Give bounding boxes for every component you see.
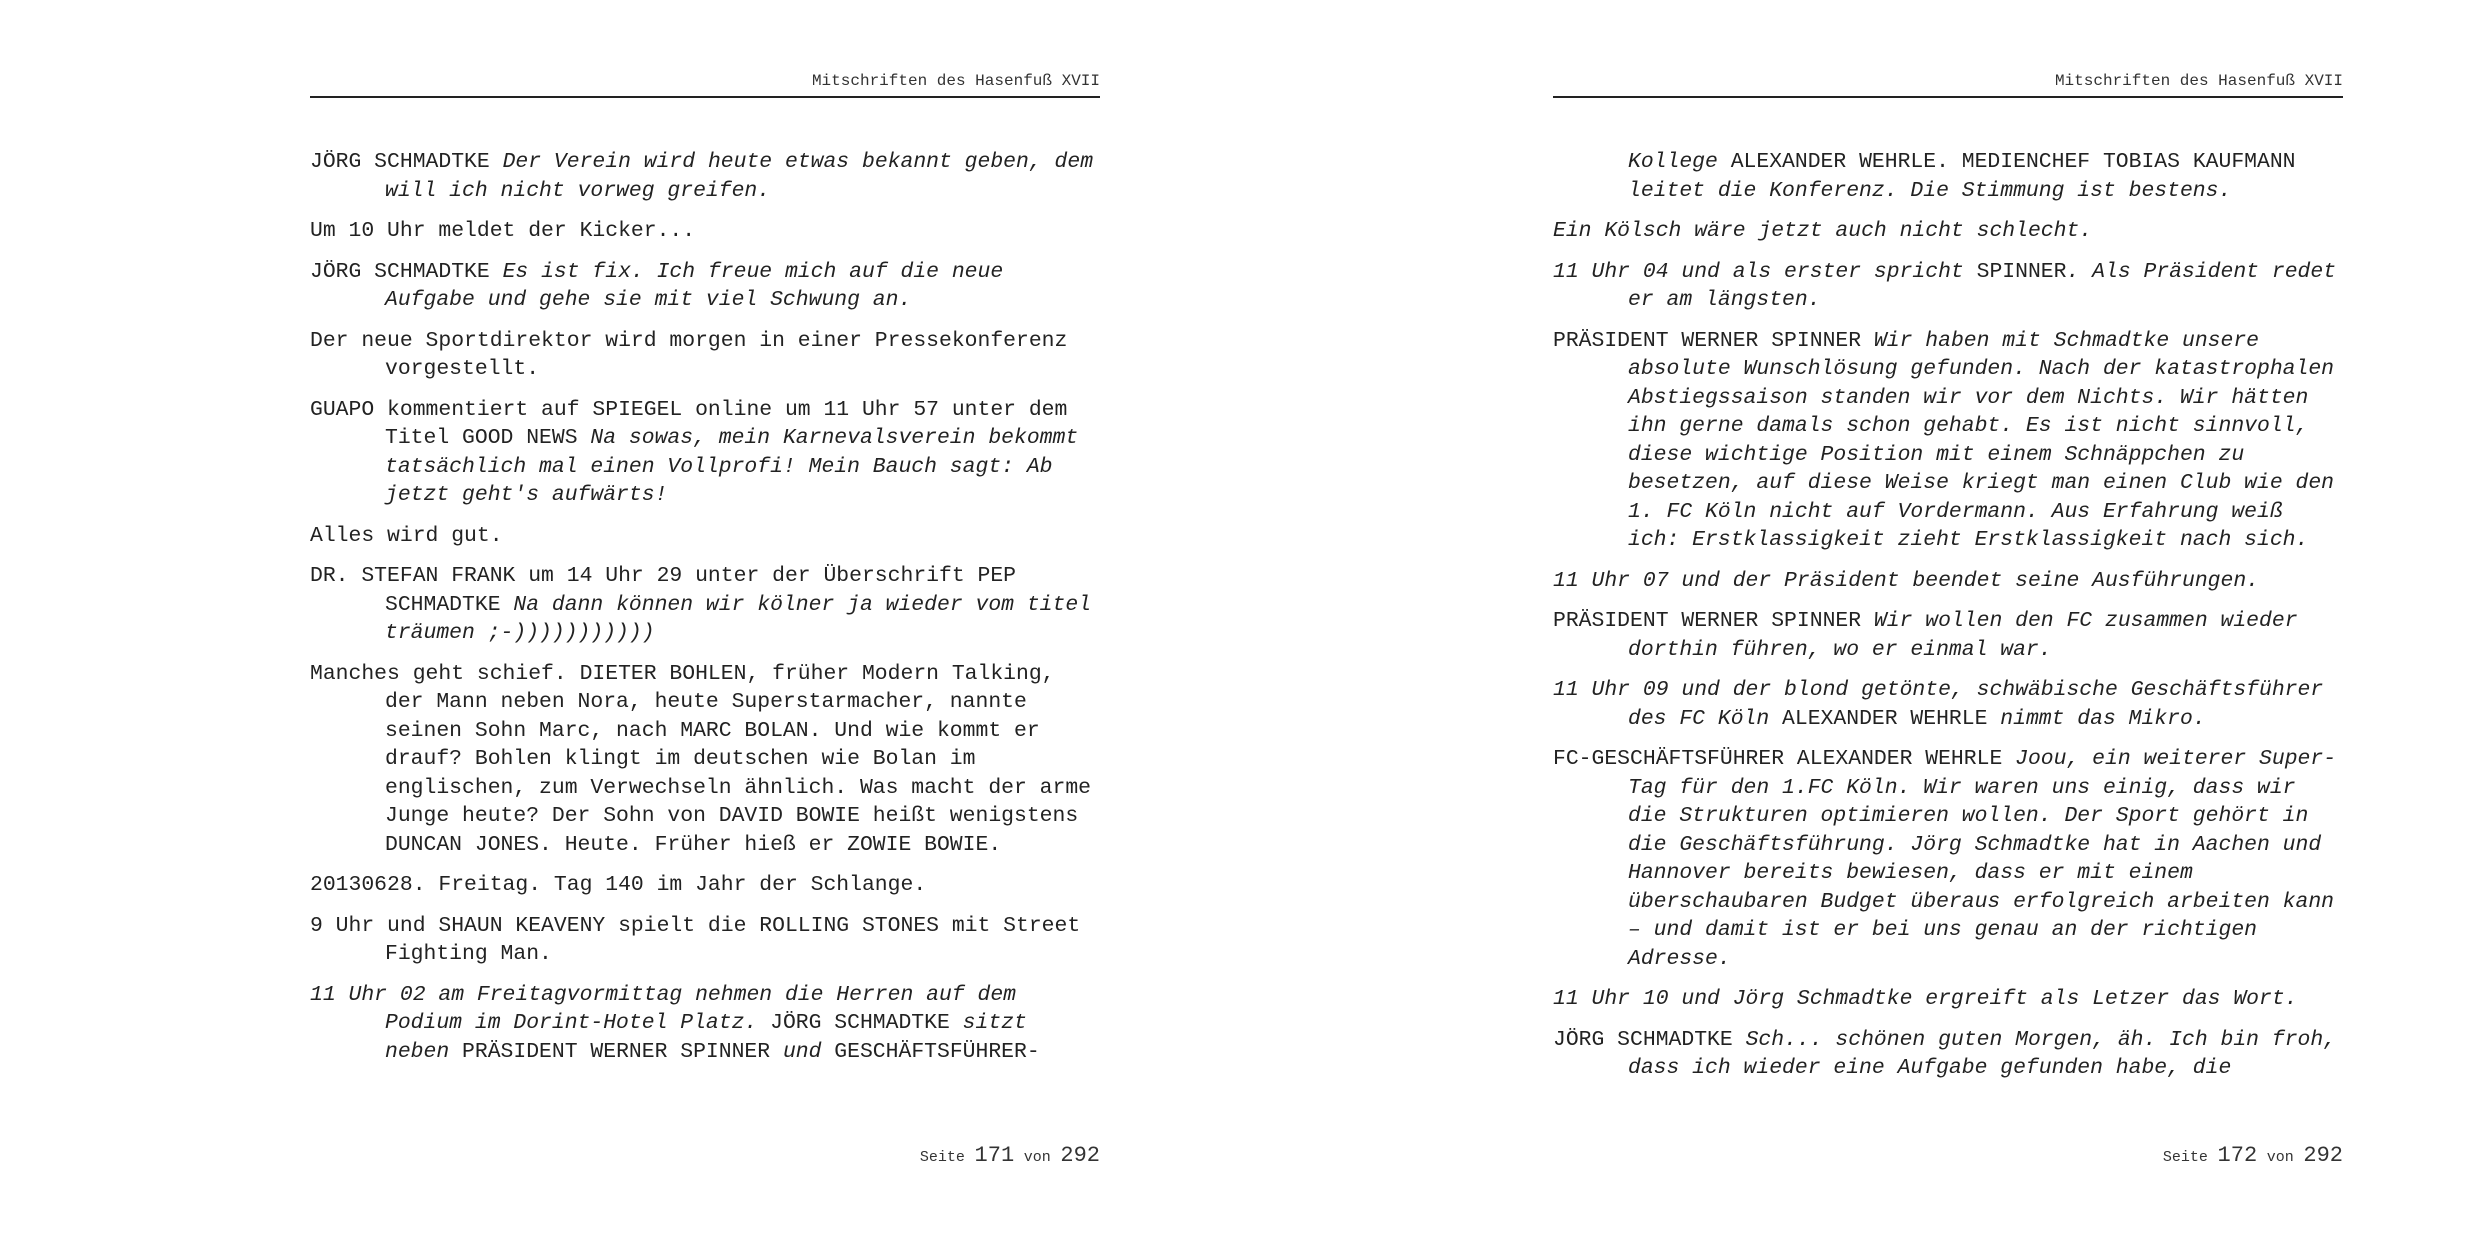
text-segment: Um 10 Uhr meldet der Kicker...: [310, 219, 696, 243]
text-segment: 9 Uhr und SHAUN KEAVENY spielt die ROLLING STONES mit Street Fighting Man.: [310, 913, 1081, 966]
text-segment: Es ist fix. Ich freue mich auf die neue Aufgabe und gehe sie mit viel Schwung an.: [385, 259, 1004, 312]
text-segment: 11 Uhr 09 und der blond getönte, schwäbische Geschäftsführer des FC Köln: [1553, 678, 2324, 731]
text-segment: 11 Uhr 04 und als erster spricht: [1553, 259, 1977, 284]
text-segment: sitzt neben: [385, 1011, 1027, 1064]
running-header: Mitschriften des Hasenfuß XVII: [310, 72, 1100, 98]
paragraph: [310, 981, 1100, 1067]
text-segment: JÖRG SCHMADTKE: [770, 1011, 950, 1035]
paragraph: [310, 660, 1100, 860]
paragraph: [310, 217, 1100, 246]
page-footer: [2163, 1143, 2343, 1168]
text-segment: PRÄSIDENT WERNER SPINNER: [1553, 328, 1874, 353]
footer-von-label: von: [2266, 1149, 2294, 1166]
paragraph: [1553, 745, 2343, 973]
footer-page-number: 172: [2217, 1143, 2258, 1168]
text-segment: leitet die Konferenz. Die Stimmung ist bestens.: [1628, 178, 2232, 203]
text-segment: FC-GESCHÄFTSFÜHRER ALEXANDER WEHRLE: [1553, 747, 2016, 771]
text-segment: PRÄSIDENT WERNER SPINNER: [1553, 609, 1874, 633]
paragraph: [1553, 567, 2343, 596]
text-segment: 20130628. Freitag. Tag 140 im Jahr der Schlange.: [310, 873, 927, 897]
paragraph: [1553, 258, 2343, 315]
text-segment: Wir haben mit Schmadtke unsere absolute Wunschlösung gefunden. Nach der katastrophalen Abstiegssaison standen wir vor dem Nichts. Wir hätten ihn gerne damals schon gehabt. Es ist nicht sinnvoll, diese wichtige Position mit einem Schnäppchen zu besetzen, auf diese Weise kriegt man einen Club wie den 1. FC Köln nicht auf Vordermann. Aus Erfahrung weiß ich: Erstklassigkeit zieht Erstklassigkeit nach sich.: [1628, 328, 2335, 552]
text-segment: Na dann können wir kölner ja wieder vom titel träumen ;-))))))))))): [385, 592, 1092, 645]
text-segment: ALEXANDER WEHRLE: [1782, 706, 1988, 731]
text-segment: Sch... schönen guten Morgen, äh. Ich bin froh, dass ich wieder eine Aufgabe gefunden habe, die: [1628, 1027, 2337, 1080]
footer-page-number: 171: [974, 1143, 1015, 1168]
paragraph: [310, 912, 1100, 969]
text-segment: 11 Uhr 07 und der Präsident beendet seine Ausführungen.: [1553, 568, 2260, 593]
book-page-left: [310, 0, 1100, 1240]
text-segment: DR. STEFAN FRANK um 14 Uhr 29 unter der Überschrift PEP SCHMADTKE: [310, 564, 1017, 617]
text-segment: PRÄSIDENT WERNER SPINNER: [462, 1039, 771, 1064]
text-segment: GUAPO kommentiert auf SPIEGEL online um 11 Uhr 57 unter dem Titel GOOD NEWS: [310, 397, 1068, 450]
text-segment: Ein Kölsch wäre jetzt auch nicht schlecht.: [1553, 219, 2093, 243]
paragraph: [1553, 217, 2343, 246]
page-footer: [920, 1143, 1100, 1168]
text-segment: Wir wollen den FC zusammen wieder dorthin führen, wo er einmal war.: [1628, 609, 2298, 662]
footer-page-total: 292: [2303, 1143, 2343, 1168]
footer-seite-label: Seite: [2162, 1149, 2208, 1166]
paragraph: [310, 258, 1100, 315]
text-segment: JÖRG SCHMADTKE: [310, 150, 503, 174]
paragraph: [1553, 607, 2343, 664]
paragraph-continued: [1553, 148, 2343, 205]
text-segment: Joou, ein weiterer Super-Tag für den 1.FC Köln. Wir waren uns einig, dass wir die Strukturen optimieren wollen. Der Sport gehört in die Geschäftsführung. Jörg Schmadtke hat in Aachen und Hannover bereits bewiesen, dass er mit einem überschaubaren Budget überaus erfolgreich arbeiten kann – und damit ist er bei uns genau an der richtigen Adresse.: [1628, 747, 2337, 971]
text-segment: ALEXANDER WEHRLE. MEDIENCHEF TOBIAS KAUFMANN: [1730, 150, 2296, 174]
text-segment: . Als Präsident redet er am längsten.: [1628, 259, 2337, 312]
text-segment: JÖRG SCHMADTKE: [1553, 1027, 1746, 1052]
paragraph: [1553, 327, 2343, 555]
text-segment: Alles wird gut.: [310, 523, 503, 548]
footer-page-total: 292: [1060, 1143, 1100, 1168]
text-segment: Der neue Sportdirektor wird morgen in einer Pressekonferenz vorgestellt.: [310, 328, 1068, 381]
text-segment: Der Verein wird heute etwas bekannt geben, dem will ich nicht vorweg greifen.: [385, 150, 1094, 203]
paragraph: [1553, 985, 2343, 1014]
book-page-right: [1553, 0, 2343, 1240]
paragraph: [310, 871, 1100, 900]
running-header: Mitschriften des Hasenfuß XVII: [1553, 72, 2343, 98]
footer-von-label: von: [1023, 1149, 1051, 1166]
text-segment: 11 Uhr 02 am Freitagvormittag nehmen die Herren auf dem Podium im Dorint-Hotel Platz.: [310, 982, 1017, 1035]
text-segment: nimmt das Mikro.: [1987, 706, 2206, 731]
page-body: [1553, 148, 2343, 1095]
text-segment: Kollege: [1628, 150, 1731, 174]
text-segment: GESCHÄFTSFÜHRER-: [834, 1039, 1040, 1064]
paragraph: [310, 522, 1100, 551]
paragraph: [310, 148, 1100, 205]
footer-seite-label: Seite: [919, 1149, 965, 1166]
text-segment: und: [770, 1039, 835, 1064]
paragraph: [310, 562, 1100, 648]
text-segment: Na sowas, mein Karnevalsverein bekommt tatsächlich mal einen Vollprofi! Mein Bauch sagt: Ab jetzt geht's aufwärts!: [385, 426, 1079, 507]
text-segment: SPINNER: [1976, 259, 2067, 284]
paragraph: [1553, 676, 2343, 733]
paragraph: [1553, 1026, 2343, 1083]
paragraph: [310, 396, 1100, 510]
paragraph: [310, 327, 1100, 384]
page-body: [310, 148, 1100, 1078]
text-segment: Manches geht schief. DIETER BOHLEN, früher Modern Talking, der Mann neben Nora, heute Superstarmacher, nannte seinen Sohn Marc, nach MARC BOLAN. Und wie kommt er drauf? Bohlen klingt im deutschen wie Bolan im englischen, zum Verwechseln ähnlich. Was macht der arme Junge heute? Der Sohn von DAVID BOWIE heißt wenigstens DUNCAN JONES. Heute. Früher hieß er ZOWIE BOWIE.: [310, 661, 1092, 857]
text-segment: JÖRG SCHMADTKE: [310, 259, 503, 284]
text-segment: 11 Uhr 10 und Jörg Schmadtke ergreift als Letzer das Wort.: [1553, 987, 2298, 1011]
